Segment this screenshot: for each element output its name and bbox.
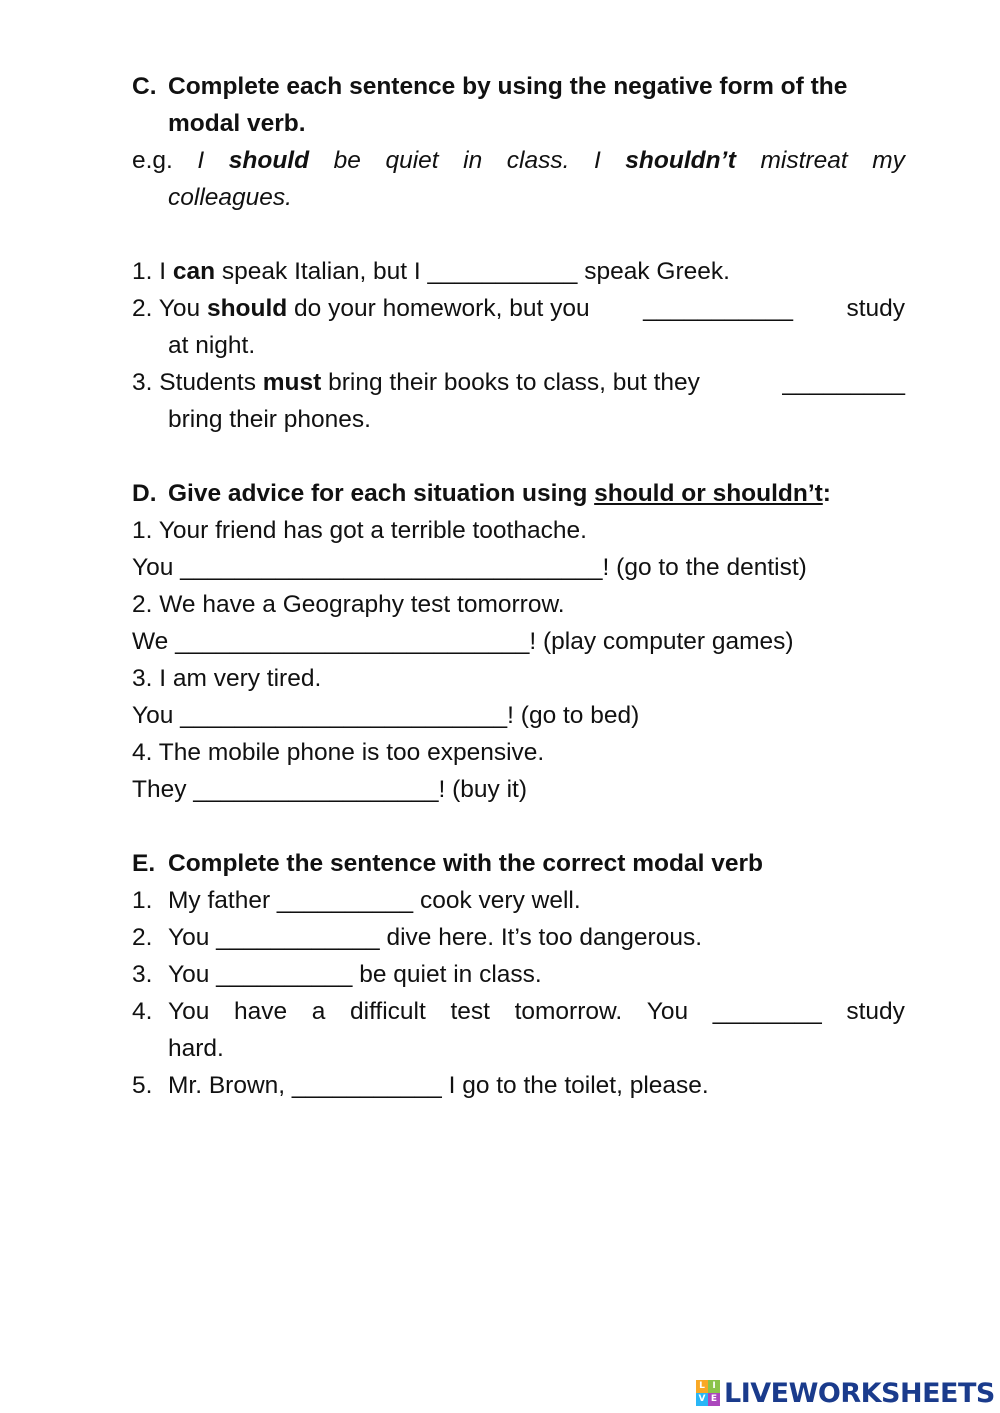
- section-e-item-3: 3. You __________ be quiet in class.: [132, 961, 542, 988]
- section-c-question-2: 2. You should do your homework, but you ___________ study: [132, 290, 905, 327]
- section-d-letter: D.: [132, 480, 157, 507]
- answer-blank[interactable]: speak Italian, but I ___________ speak Greek.: [215, 258, 730, 285]
- answer-blank[interactable]: You __________ be quiet in class.: [168, 961, 542, 988]
- answer-blank[interactable]: ___________: [643, 295, 793, 322]
- section-c-heading: [132, 68, 905, 105]
- section-c-question-3: 3. Students must bring their books to class, but they _________: [132, 364, 905, 401]
- section-e-item-5: 5. Mr. Brown, ___________ I go to the toilet, please.: [132, 1072, 709, 1099]
- section-d-prompt-3: 3. I am very tired.: [132, 665, 322, 692]
- worksheet: [132, 68, 905, 1104]
- liveworksheets-logo-icon: L I V E: [696, 1380, 720, 1406]
- brand-name: LIVEWORKSHEETS: [724, 1377, 995, 1409]
- answer-blank[interactable]: _________: [782, 369, 905, 396]
- liveworksheets-logo: [696, 1376, 995, 1410]
- section-d-prompt-4: 4. The mobile phone is too expensive.: [132, 739, 545, 766]
- section-d-answer-3[interactable]: You ________________________! (go to bed): [132, 702, 640, 729]
- section-c-title-cont: modal verb.: [168, 110, 306, 137]
- section-c-question-2-cont: at night.: [168, 332, 256, 359]
- answer-blank[interactable]: ________: [712, 998, 822, 1025]
- section-c-question-3-cont: bring their phones.: [168, 406, 371, 433]
- answer-blank[interactable]: Mr. Brown, ___________ I go to the toilet, please.: [168, 1072, 709, 1099]
- answer-blank[interactable]: My father __________ cook very well.: [168, 887, 581, 914]
- section-e-letter: E.: [132, 850, 156, 877]
- section-e-item-1: 1. My father __________ cook very well.: [132, 887, 581, 914]
- section-d-answer-1[interactable]: You _______________________________! (go to the dentist): [132, 554, 807, 581]
- section-c-letter: C.: [132, 73, 157, 100]
- section-e-item-2: 2. You ____________ dive here. It’s too dangerous.: [132, 924, 702, 951]
- section-d-prompt-2: 2. We have a Geography test tomorrow.: [132, 591, 565, 618]
- section-e-title: Complete the sentence with the correct modal verb: [168, 850, 763, 877]
- section-d-prompt-1: 1. Your friend has got a terrible toothache.: [132, 517, 587, 544]
- section-c-title: Complete each sentence by using the negative form of the: [168, 73, 848, 100]
- section-c-example: e.g. I should be quiet in class. I shouldn’t mistreat my: [132, 147, 905, 174]
- section-e-item-4-cont: hard.: [168, 1035, 224, 1062]
- section-d-answer-2[interactable]: We __________________________! (play computer games): [132, 628, 794, 655]
- section-d-answer-4[interactable]: They __________________! (buy it): [132, 776, 528, 803]
- section-c-example-cont: colleagues.: [168, 184, 292, 211]
- section-c-question-1: 1. I can speak Italian, but I ___________ speak Greek.: [132, 258, 730, 285]
- section-d-heading: D. Give advice for each situation using should or shouldn’t:: [132, 475, 905, 512]
- section-e-item-4: 4. You have a difficult test tomorrow. You ________ study: [132, 993, 905, 1030]
- answer-blank[interactable]: You ____________ dive here. It’s too dangerous.: [168, 924, 702, 951]
- section-e-heading: [132, 845, 905, 882]
